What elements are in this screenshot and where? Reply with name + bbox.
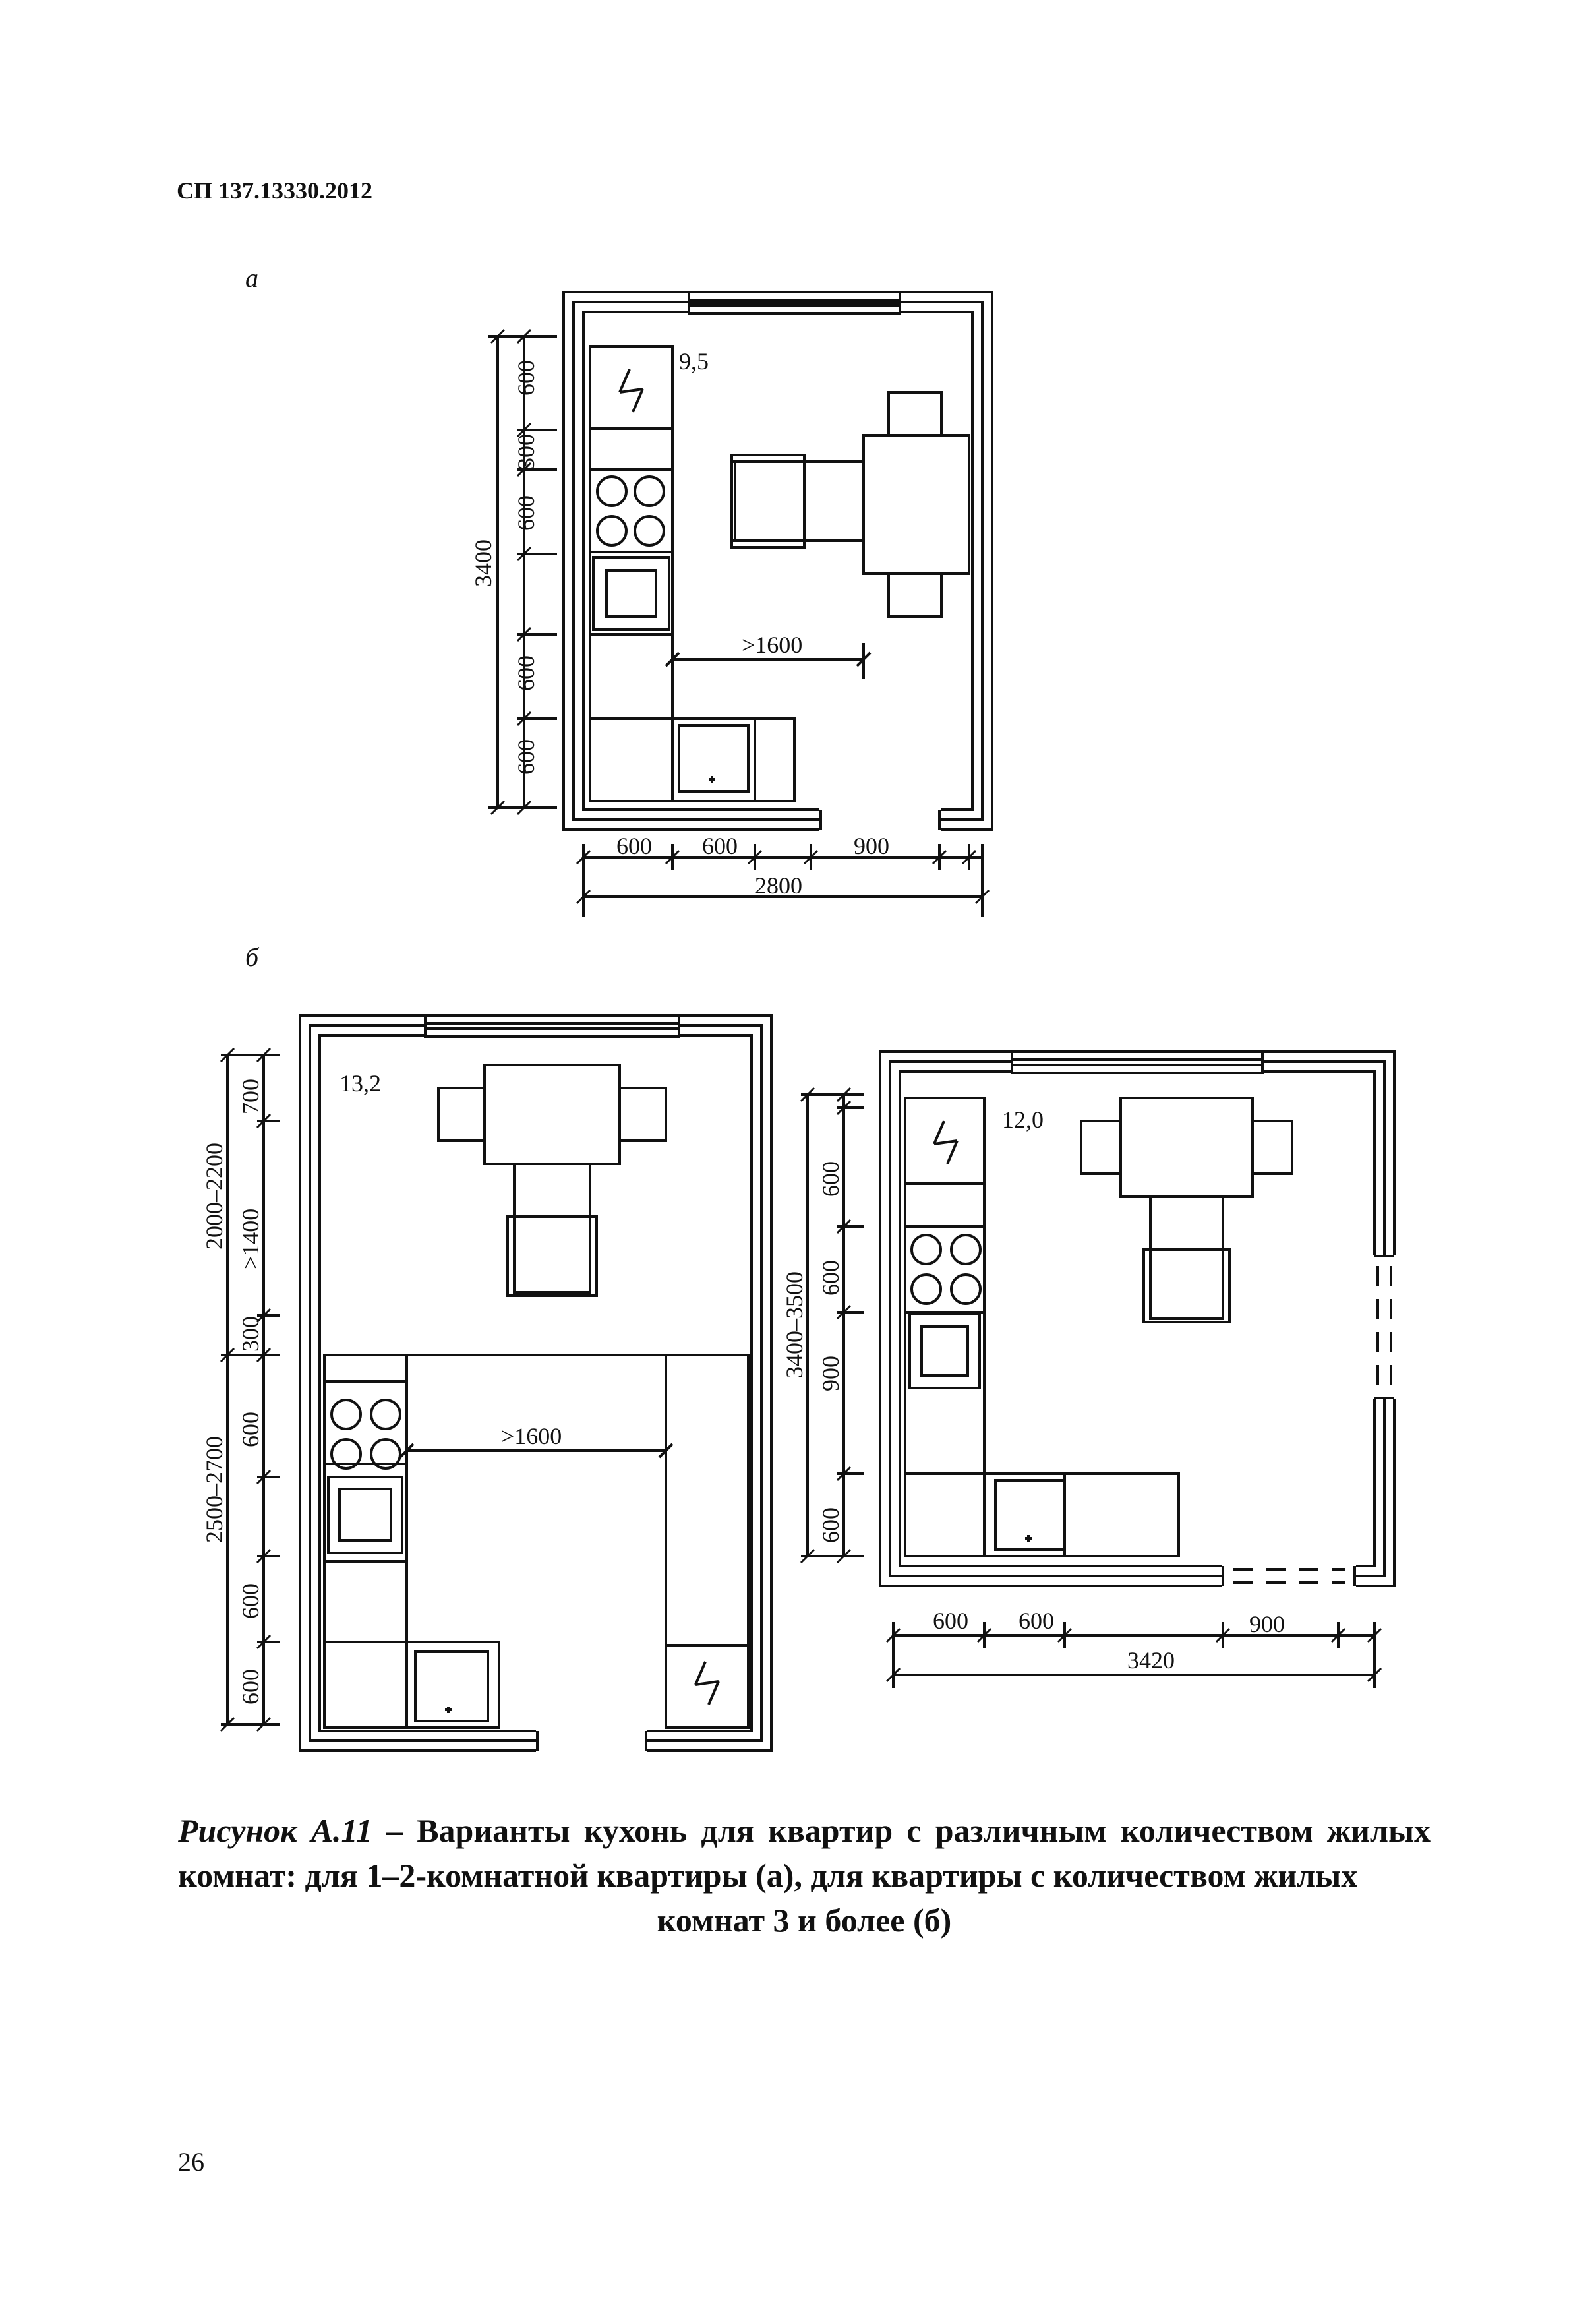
page-number: 26 (178, 2147, 204, 2177)
caption-dash: – (372, 1812, 417, 1849)
plan-b-left (221, 1015, 771, 1753)
caption-line1: Варианты кухонь для квартир с различным количеством жилых (417, 1812, 1431, 1849)
plan-b-right-dim-v4: 600 (817, 1507, 844, 1543)
variant-a-label: а (245, 263, 258, 293)
plan-a-dim-h2: 600 (702, 833, 738, 859)
plan-b-left-dim-u1: 700 (237, 1079, 264, 1114)
variant-b-label: б (245, 942, 259, 972)
caption-line2: комнат: для 1–2-комнатной квартиры (а), для квартиры с количеством жилых (178, 1857, 1358, 1894)
plan-b-left-dim-u-total: 2000–2200 (201, 1143, 227, 1250)
plan-b-right-dim-h2: 600 (1019, 1608, 1054, 1634)
plan-b-left-clearance: >1600 (501, 1423, 562, 1449)
plan-b-left-dim-l2: 600 (237, 1583, 264, 1619)
plan-b-left-dim-l1: 600 (237, 1412, 264, 1447)
plan-a-dim-total: 3400 (470, 539, 496, 587)
plan-b-right-dim-v3: 900 (817, 1356, 844, 1391)
plan-a-dim-v2: 300 (513, 434, 539, 469)
plan-b-right-dim-v2: 600 (817, 1260, 844, 1296)
figure-caption (178, 1808, 1431, 1943)
plan-b-left-dim-u3: 300 (237, 1316, 264, 1352)
document-code: СП 137.13330.2012 (177, 177, 372, 204)
plan-a (488, 292, 992, 917)
plan-b-left-dim-l3: 600 (237, 1669, 264, 1705)
plan-b-left-area: 13,2 (340, 1070, 381, 1097)
plan-b-right (801, 1052, 1396, 1688)
plan-a-dim-v1: 600 (513, 360, 539, 396)
plan-b-right-dim-h3: 900 (1249, 1611, 1285, 1637)
plan-a-dim-v3: 600 (513, 495, 539, 531)
plan-a-dim-h1: 600 (616, 833, 652, 859)
plan-a-area: 9,5 (679, 348, 709, 375)
caption-line3: комнат 3 и более (б) (657, 1902, 952, 1939)
figure-number: Рисунок А.11 (178, 1812, 372, 1849)
plan-b-right-area: 12,0 (1002, 1106, 1044, 1133)
plan-a-dim-v4: 600 (513, 655, 539, 691)
plan-b-left-dim-u2: >1400 (237, 1208, 264, 1269)
plan-b-right-dim-v1: 600 (817, 1161, 844, 1197)
plan-a-dim-h-total: 2800 (755, 872, 802, 899)
plan-b-right-dim-v-total: 3400–3500 (781, 1271, 808, 1378)
plan-b-right-dim-h1: 600 (933, 1608, 968, 1634)
plan-a-dim-h3: 900 (854, 833, 889, 859)
plan-a-dim-v5: 600 (513, 739, 539, 775)
plan-b-left-dim-l-total: 2500–2700 (201, 1436, 227, 1543)
plan-a-clearance: >1600 (742, 632, 803, 658)
plan-b-right-dim-h-total: 3420 (1127, 1647, 1175, 1674)
